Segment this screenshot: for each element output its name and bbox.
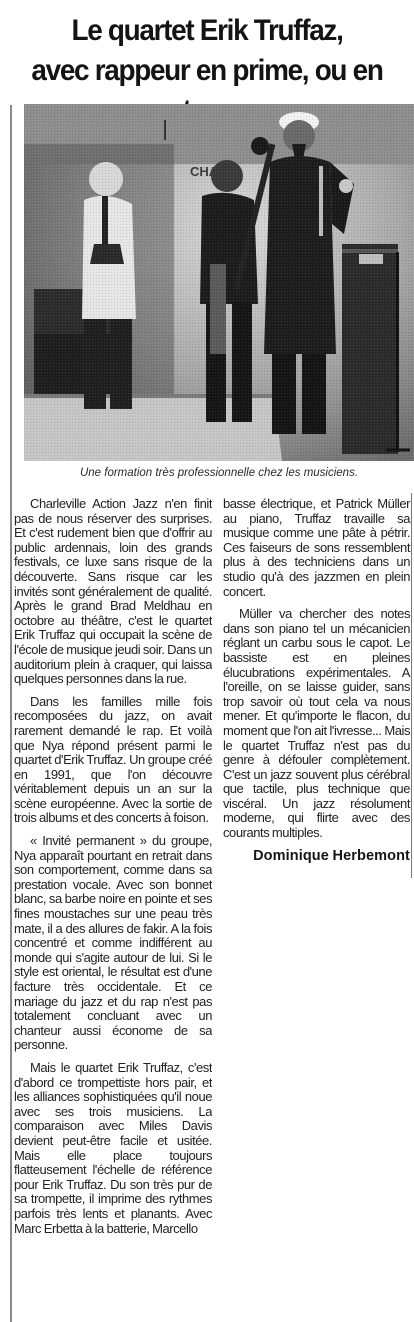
concert-photo: [24, 104, 414, 461]
headline-line-2: avec rappeur en prime, ou en: [31, 54, 383, 88]
paragraph: Müller va chercher des notes dans son piano tel un mécanicien réglant un carbu sous le capot. Le bassiste est en pleines élucubrations expérimentales. A l'oreille, on se laisse guider, sans trop savoir où tout cela va nous mener. Et qu'importe le flacon, du moment que l'on ait l'ivresse... Mais le quartet Truffaz n'est pas du genre à défouler complètement. C'est un jazz souvent plus cérébral que tactile, plus technique que viscéral. Un jazz résolument moderne, qui flirte avec des courants multiples.: [223, 606, 410, 841]
paragraph: basse électrique, et Patrick Müller au piano, Truffaz travaille sa musique comme une pâte à pétrir. Ces faiseurs de sons ressemblent plus à des techniciens dans un studio qu'à des jazzmen en plein concert.: [223, 496, 410, 599]
author-byline: Dominique Herbemont: [253, 847, 410, 864]
column-rule-left: [10, 105, 12, 1322]
headline-line-1: Le quartet Erik Truffaz,: [71, 14, 343, 48]
article-column-left: [14, 497, 212, 1322]
photo-caption: Une formation très professionnelle chez les musiciens.: [79, 467, 359, 479]
article-column-right: [223, 497, 410, 863]
paragraph: Mais le quartet Erik Truffaz, c'est d'abord ce trompettiste hors pair, et les alliances sophistiquées qu'il noue avec ses trois musiciens. La comparaison avec Miles Davis devient peut-être facile et usitée. Mais elle place toujours flatteusement l'échelle de référence pour Erik Truffaz. Du son très pur de sa trompette, il imprime des rythmes parfois très lents et planants. Avec Marc Erbetta à la batterie, Marcello: [14, 1059, 212, 1236]
column-rule-right: [411, 493, 412, 878]
paragraph: Charleville Action Jazz n'en finit pas de nous réserver des surprises. Et c'est rudement bien que d'offrir au public ardennais, loin des grands festivals, ce luxe sans risque de la découverte. Sans risque car les invités sont généralement de qualité. Après le grand Brad Meldhau en octobre au théâtre, c'est le quartet Erik Truffaz qui occupait la scène de l'école de musique jeudi soir. Dans un auditorium plein à craquer, qui laissa quelques personnes dans la rue.: [14, 497, 212, 687]
paragraph: Dans les familles mille fois recomposées du jazz, on avait rarement demandé le rap. Et voilà que Nya répond présent parmi le quartet d'Erik Truffaz. Un groupe créé en 1991, que l'on découvre véritablement depuis un an sur la scène européenne. Avec la sortie de trois albums et des concerts à foison.: [14, 693, 212, 826]
paragraph: « Invité permanent » du groupe, Nya apparaît pourtant en retrait dans son comportement, comme dans sa prestation vocale. Avec son bonnet blanc, sa barbe noire en pointe et ses fines moustaches sur une peau très mate, il a des allures de fakir. A la fois concentré et comme indifférent au monde qui s'agite autour de lui. Si le style est oriental, le résultat est d'une facture très occidentale. Et ce mariage du jazz et du rap n'est pas totalement concluant avec un chanteur aussi économe de sa personne.: [14, 833, 212, 1053]
